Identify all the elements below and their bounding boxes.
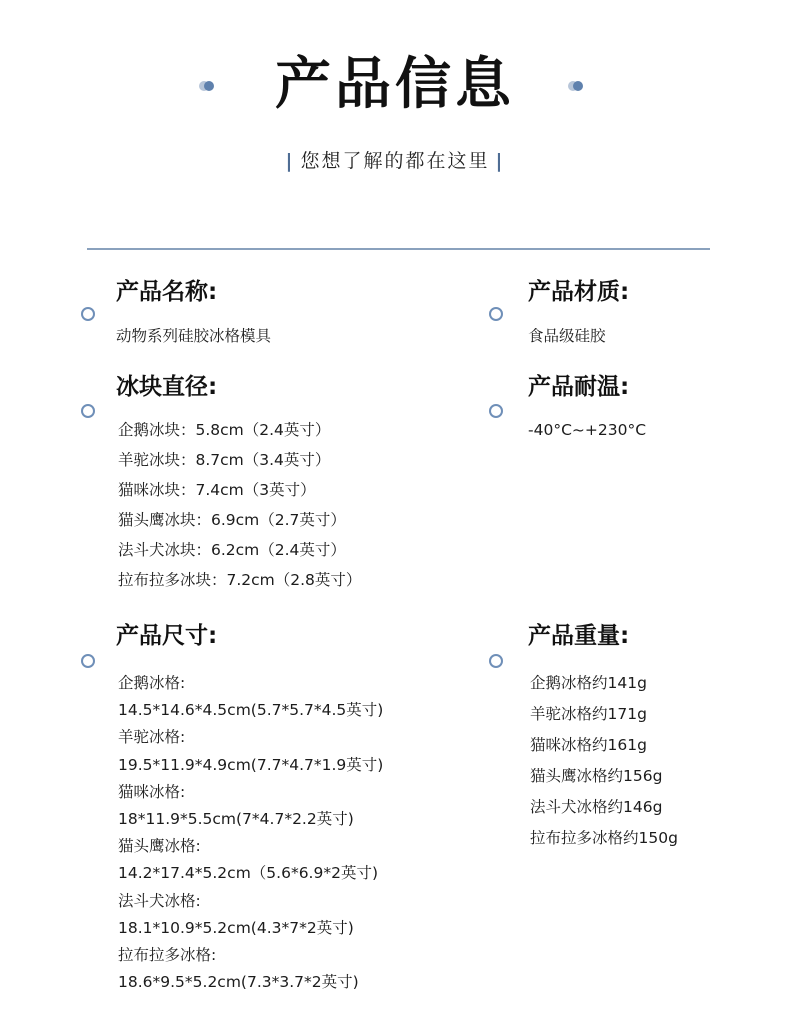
material-bullet-icon bbox=[489, 307, 503, 321]
list-item: 14.2*17.4*5.2cm（5.6*6.9*2英寸) bbox=[118, 864, 379, 883]
page-subtitle bbox=[0, 147, 790, 175]
temperature-heading: 产品耐温: bbox=[528, 374, 630, 400]
list-item: 拉布拉多冰块：7.2cm（2.8英寸） bbox=[118, 571, 362, 589]
list-item: 猫咪冰格: bbox=[118, 782, 186, 801]
list-item: 羊驼冰块：8.7cm（3.4英寸） bbox=[118, 451, 331, 469]
list-item: 14.5*14.6*4.5cm(5.7*5.7*4.5英寸) bbox=[118, 701, 384, 720]
weight-bullet-icon bbox=[489, 654, 503, 668]
ice-diameter-heading: 冰块直径: bbox=[116, 374, 218, 400]
size-list bbox=[118, 670, 383, 996]
size-heading: 产品尺寸: bbox=[116, 623, 218, 649]
list-item: 18.6*9.5*5.2cm(7.3*3.7*2英寸) bbox=[118, 973, 359, 992]
list-item: 拉布拉多冰格约150g bbox=[530, 829, 678, 847]
list-item: 猫咪冰格约161g bbox=[530, 736, 647, 754]
header-divider bbox=[87, 248, 710, 250]
page-title: 产品信息 bbox=[275, 52, 515, 117]
list-item: 企鹅冰格: bbox=[118, 674, 186, 692]
list-item: 法斗犬冰格: bbox=[118, 891, 201, 910]
list-item: 羊驼冰格: bbox=[118, 728, 186, 747]
product-name-bullet-icon bbox=[81, 307, 95, 321]
material-heading: 产品材质: bbox=[528, 279, 630, 305]
product-name-heading: 产品名称: bbox=[116, 279, 218, 305]
temperature-bullet-icon bbox=[489, 404, 503, 418]
list-item: 猫头鹰冰格约156g bbox=[530, 767, 663, 785]
weight-list bbox=[530, 668, 678, 854]
list-item: 法斗犬冰块：6.2cm（2.4英寸） bbox=[118, 541, 346, 559]
product-name-value: 动物系列硅胶冰格模具 bbox=[116, 327, 272, 345]
subtitle-bar-right: | bbox=[495, 150, 505, 172]
list-item: 猫头鹰冰块：6.9cm（2.7英寸） bbox=[118, 511, 346, 529]
list-item: 羊驼冰格约171g bbox=[530, 705, 647, 723]
list-item: 猫咪冰块：7.4cm（3英寸） bbox=[118, 481, 316, 499]
list-item: 18.1*10.9*5.2cm(4.3*7*2英寸) bbox=[118, 918, 354, 937]
ice-diameter-list bbox=[118, 415, 361, 595]
subtitle-text: 您想了解的都在这里 bbox=[300, 150, 490, 172]
weight-heading: 产品重量: bbox=[528, 623, 630, 649]
ice-diameter-bullet-icon bbox=[81, 404, 95, 418]
list-item: 猫头鹰冰格: bbox=[118, 837, 201, 856]
list-item: 18*11.9*5.5cm(7*4.7*2.2英寸) bbox=[118, 809, 354, 828]
list-item: 19.5*11.9*4.9cm(7.7*4.7*1.9英寸) bbox=[118, 755, 384, 774]
list-item: 企鹅冰块：5.8cm（2.4英寸） bbox=[118, 421, 331, 439]
subtitle-bar-left: | bbox=[285, 150, 295, 172]
list-item: 企鹅冰格约141g bbox=[530, 674, 647, 692]
size-bullet-icon bbox=[81, 654, 95, 668]
temperature-value: -40°C~+230°C bbox=[528, 421, 647, 439]
list-item: 拉布拉多冰格: bbox=[118, 945, 217, 964]
material-value: 食品级硅胶 bbox=[528, 327, 606, 345]
list-item: 法斗犬冰格约146g bbox=[530, 798, 663, 816]
title-decoration-right bbox=[568, 81, 584, 91]
